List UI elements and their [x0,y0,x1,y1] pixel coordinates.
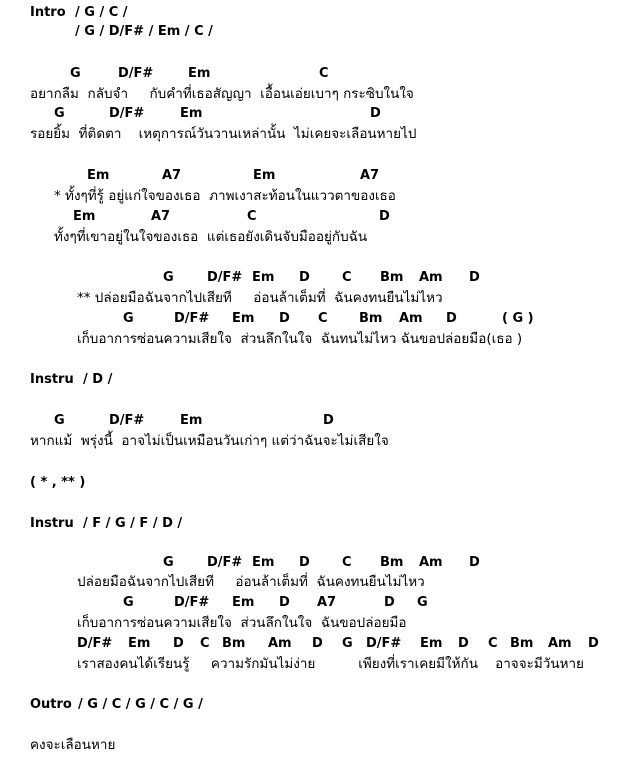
chord: D [323,413,334,428]
chord: Am [399,311,423,326]
chord: C [342,555,352,570]
chord: D/F# [109,106,145,121]
chord: D [469,270,480,285]
chord: D [312,636,323,651]
intro-chords-line2: / G / D/F# / Em / C / [75,24,213,39]
chord: Em [252,270,275,285]
chord: Am [268,636,292,651]
chord: D/F# [207,555,243,570]
chord: Bm [222,636,246,651]
chord: C [318,311,328,326]
chord: G [123,595,134,610]
chord: A7 [360,168,380,183]
chord: ( G ) [502,311,534,326]
chord: Em [188,66,211,81]
final-lyric-3: เราสองคนได้เรียนรู้ ความรักมันไม่ง่าย เพียงที่เราเคยมีให้กัน อาจจะมีวันหาย [77,656,584,672]
chorus-b-lyric-2: เก็บอาการซ่อนความเสียใจ ส่วนลึกในใจ ฉันทนไม่ไหว ฉันขอปล่อยมือ(เธอ ) [77,331,523,347]
repeat-marker: ( * , ** ) [30,475,86,490]
chord: D [370,106,381,121]
chord: D [279,311,290,326]
final-lyric-2: เก็บอาการซ่อนความเสียใจ ส่วนลึกในใจ ฉันขอปล่อยมือ [77,615,407,631]
instru1-chords: / D / [83,372,113,387]
chord: G [70,66,81,81]
chord: Bm [510,636,534,651]
chord: Am [419,555,443,570]
chord: G [54,106,65,121]
chord: Bm [359,311,383,326]
chord: D/F# [366,636,402,651]
chord: Am [548,636,572,651]
chorus-b-lyric-1: ** ปล่อยมือฉันจากไปเสียที อ่อนล้าเต็มที่ ฉันคงทนยืนไม่ไหว [77,290,443,306]
chord: D/F# [77,636,113,651]
instru1-label: Instru [30,372,74,387]
chord: G [123,311,134,326]
chord: D [384,595,395,610]
instru2-chords: / F / G / F / D / [83,516,183,531]
chorus-a-lyric-1: * ทั้งๆที่รู้ อยู่แก่ใจของเธอ ภาพเงาสะท้อนในแววตาของเธอ [54,188,396,204]
chord: D/F# [174,595,210,610]
chord: Em [232,311,255,326]
chorus-a-lyric-2: ทั้งๆที่เขาอยู่ในใจของเธอ แต่เธอยังเดินจับมืออยู่กับฉัน [54,229,368,245]
verse1-lyric-1: อยากลืม กลับจำ กับคำที่เธอสัญญา เอื้อนเอ่ยเบาๆ กระซิบในใจ [30,86,414,102]
chord: G [163,270,174,285]
chord: D/F# [118,66,154,81]
chord: Bm [380,555,404,570]
outro-label: Outro [30,697,72,712]
chord: Em [232,595,255,610]
chord: C [342,270,352,285]
chord: D [379,209,390,224]
chord: G [54,413,65,428]
chord: D/F# [174,311,210,326]
verse2-lyric-1: หากแม้ พรุ่งนี้ อาจไม่เป็นเหมือนวันเก่าๆ แต่ว่าฉันจะไม่เสียใจ [30,433,389,449]
chord: C [200,636,210,651]
chord: Em [180,413,203,428]
chord: D [458,636,469,651]
chord: Em [180,106,203,121]
chord: Em [87,168,110,183]
chord: G [417,595,428,610]
chord: D [279,595,290,610]
chord: A7 [317,595,337,610]
intro-chords-line1: / G / C / [75,5,128,20]
chord: Bm [380,270,404,285]
chord: D [299,555,310,570]
chord: D/F# [207,270,243,285]
outro-chords: / G / C / G / C / G / [78,697,203,712]
chord: D [469,555,480,570]
chord: A7 [151,209,171,224]
chord: Em [253,168,276,183]
chord: G [342,636,353,651]
chord: Em [128,636,151,651]
chord: G [163,555,174,570]
outro-lyric: คงจะเลือนหาย [30,737,116,753]
chord: Em [252,555,275,570]
chord: D [446,311,457,326]
chord: D/F# [109,413,145,428]
chord: Em [73,209,96,224]
chord: Em [420,636,443,651]
chord: D [299,270,310,285]
instru2-label: Instru [30,516,74,531]
final-lyric-1: ปล่อยมือฉันจากไปเสียที อ่อนล้าเต็มที่ ฉันคงทนยืนไม่ไหว [77,574,425,590]
intro-label: Intro [30,5,66,20]
chord: C [247,209,257,224]
verse1-lyric-2: รอยยิ้ม ที่ติดตา เหตุการณ์วันวานเหล่านั้น ไม่เคยจะเลือนหายไป [30,126,417,142]
chord: C [488,636,498,651]
chord: D [588,636,599,651]
chord: Am [419,270,443,285]
chord: C [319,66,329,81]
chord: A7 [162,168,182,183]
chord: D [173,636,184,651]
